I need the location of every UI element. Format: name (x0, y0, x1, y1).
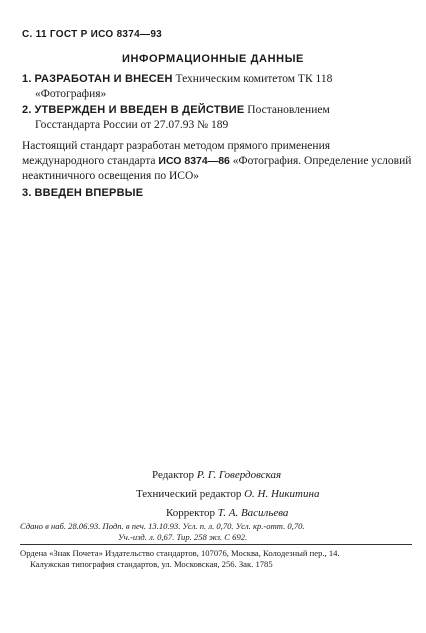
item-number: 3. (22, 187, 32, 199)
section-title: ИНФОРМАЦИОННЫЕ ДАННЫЕ (121, 53, 304, 65)
tech-editor-role: Технический редактор (136, 488, 242, 500)
printer-line: Калужская типография стандартов, ул. Московская, 256. Зак. 1785 (30, 559, 273, 569)
description-paragraph (22, 139, 414, 184)
corrector-role: Корректор (166, 507, 216, 519)
item-number: 2. (22, 104, 32, 116)
editor-role: Редактор (152, 469, 195, 481)
corrector-name: Т. А. Васильева (217, 507, 289, 519)
editor-line (152, 466, 319, 485)
item-line2: Госстандарта России от 27.07.93 № 189 (35, 119, 229, 131)
editor-name: Р. Г. Говердовская (196, 469, 282, 481)
paragraph-text-1: Настоящий стандарт разработан методом прямого применения международного стандарта (22, 140, 331, 167)
paragraph-text-2: «Фотография. Определение условий неактиничного освещения по ИСО» (22, 155, 412, 182)
publisher-line: Ордена «Знак Почета» Издательство стандартов, 107076, Москва, Колодезный пер., 14. (20, 548, 340, 558)
item-text: Постановлением (247, 104, 330, 116)
tech-editor-name: О. Н. Никитина (244, 488, 320, 500)
item-lead: ВВЕДЕН ВПЕРВЫЕ (34, 187, 144, 199)
imprint-row-1: Сдано в наб. 28.06.93. Подп. в печ. 13.10.93. Усл. п. л. 0,70. Усл. кр.-отт. 0,70. (20, 521, 305, 531)
page-header: С. 11 ГОСТ Р ИСО 8374—93 (22, 29, 163, 40)
paragraph-standard-ref: ИСО 8374—86 (158, 155, 230, 167)
list-item-3 (22, 186, 406, 201)
item-lead: РАЗРАБОТАН И ВНЕСЕН (34, 73, 173, 85)
imprint-row-2: Уч.-изд. л. 0,67. Тир. 258 экз. С 692. (118, 532, 248, 542)
item-text: Техническим комитетом ТК 118 (175, 73, 333, 85)
publisher-footer (20, 548, 412, 570)
editors-block (136, 466, 320, 523)
item-number: 1. (22, 73, 32, 85)
list-item-1 (22, 72, 406, 102)
tech-editor-line (136, 485, 319, 504)
imprint-block (20, 521, 410, 543)
item-line2: «Фотография» (35, 88, 107, 100)
list-item-2 (22, 103, 406, 133)
divider-line (20, 544, 412, 545)
item-lead: УТВЕРЖДЕН И ВВЕДЕН В ДЕЙСТВИЕ (34, 104, 245, 116)
